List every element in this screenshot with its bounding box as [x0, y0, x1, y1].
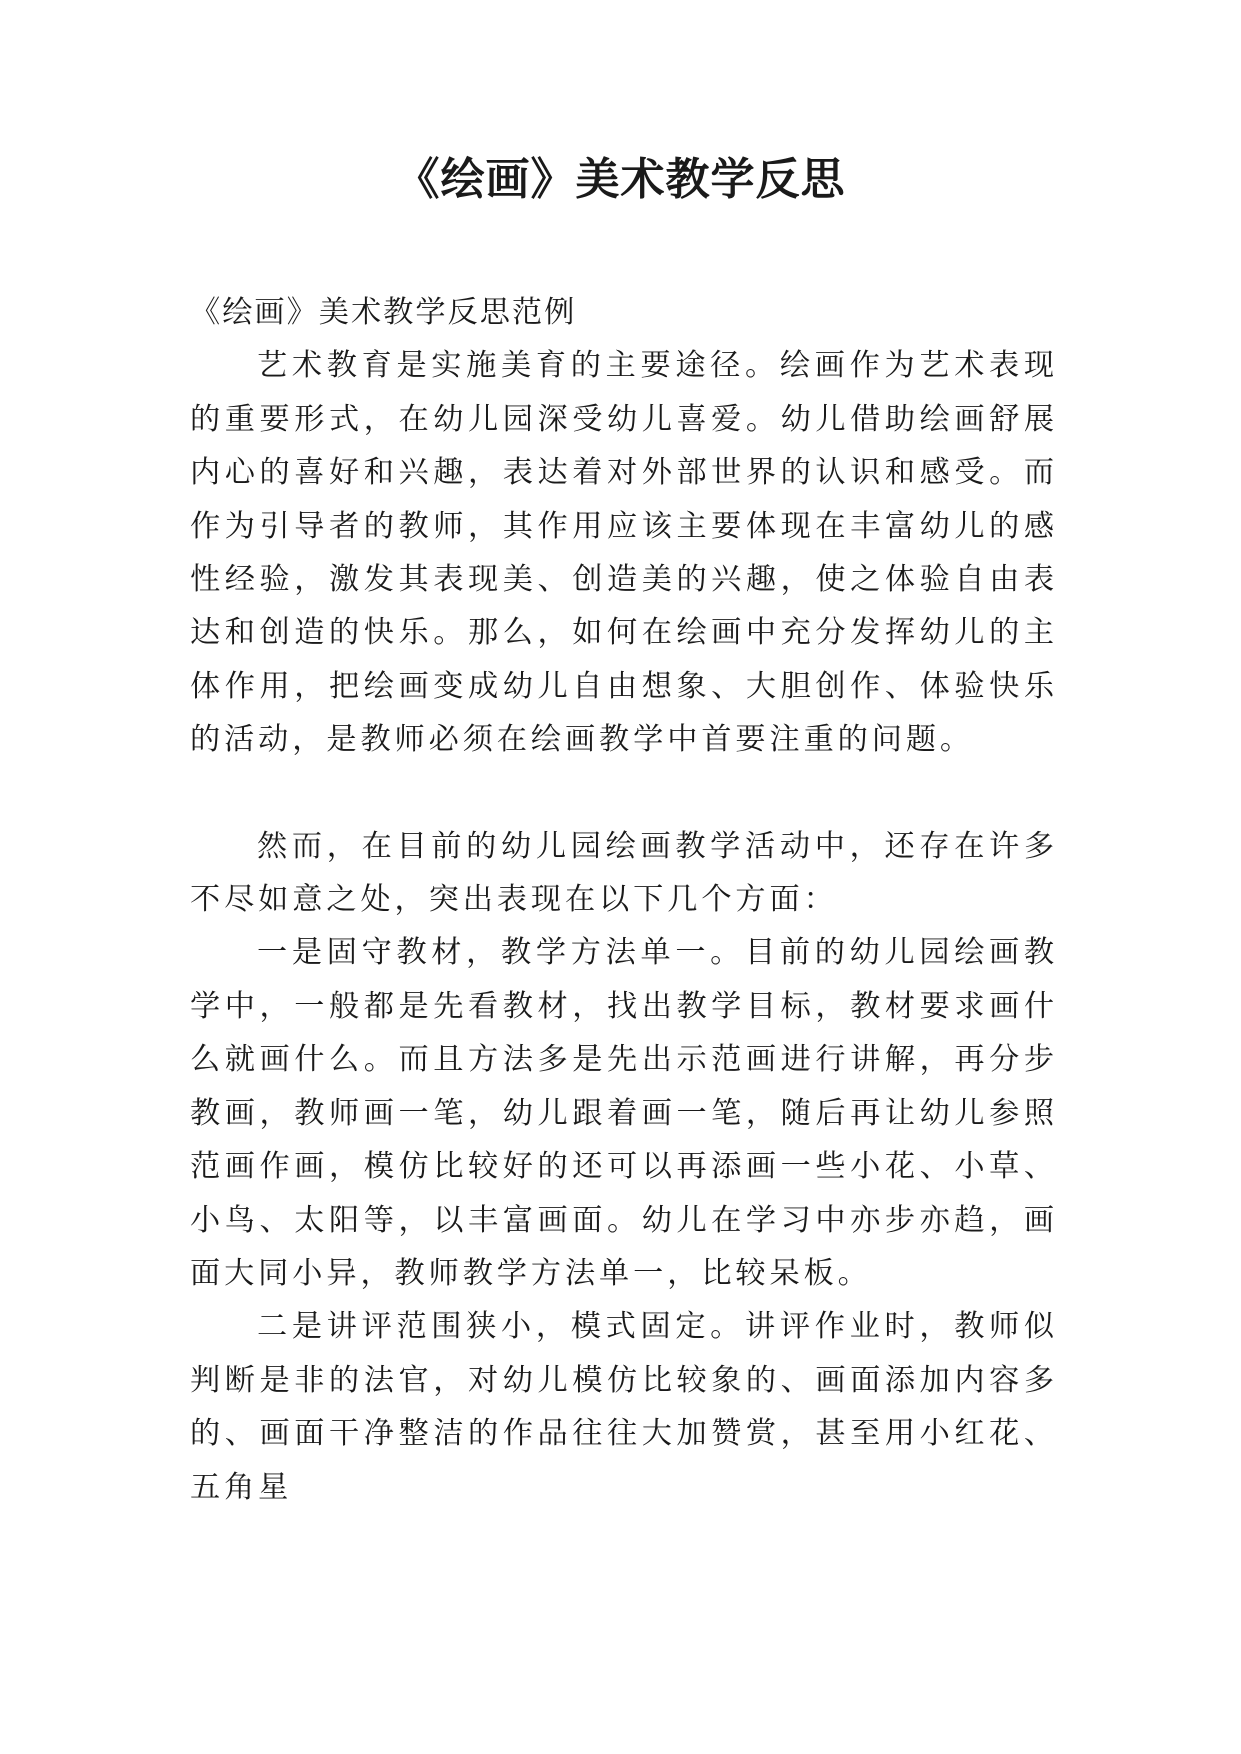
- paragraph-problem-two: 二是讲评范围狭小，模式固定。讲评作业时，教师似判断是非的法官，对幼儿模仿比较象的、画面添加内容多的、画面干净整洁的作品往往大加赞赏，甚至用小红花、五角星: [190, 1309, 1058, 1505]
- paragraph-problems-intro: 然而，在目前的幼儿园绘画教学活动中，还存在许多不尽如意之处，突出表现在以下几个方面：: [190, 828, 1058, 918]
- paragraph-intro: 艺术教育是实施美育的主要途径。绘画作为艺术表现的重要形式，在幼儿园深受幼儿喜爱。幼儿借助绘画舒展内心的喜好和兴趣，表达着对外部世界的认识和感受。而作为引导者的教师，其作用应该主要体现在丰富幼儿的感性经验，激发其表现美、创造美的兴趣，使之体验自由表达和创造的快乐。那么，如何在绘画中充分发挥幼儿的主体作用，把绘画变成幼儿自由想象、大胆创作、体验快乐的活动，是教师必须在绘画教学中首要注重的问题。: [190, 348, 1058, 758]
- document-body: [190, 286, 1058, 1514]
- document-title: 《绘画》美术教学反思: [395, 154, 846, 205]
- document-subtitle: 《绘画》美术教学反思范例: [190, 295, 577, 330]
- paragraph-problem-one: 一是固守教材，教学方法单一。目前的幼儿园绘画教学中，一般都是先看教材，找出教学目标，教材要求画什么就画什么。而且方法多是先出示范画进行讲解，再分步教画，教师画一笔，幼儿跟着画一笔，随后再让幼儿参照范画作画，模仿比较好的还可以再添画一些小花、小草、小鸟、太阳等，以丰富画面。幼儿在学习中亦步亦趋，画面大同小异，教师教学方法单一，比较呆板。: [190, 935, 1058, 1291]
